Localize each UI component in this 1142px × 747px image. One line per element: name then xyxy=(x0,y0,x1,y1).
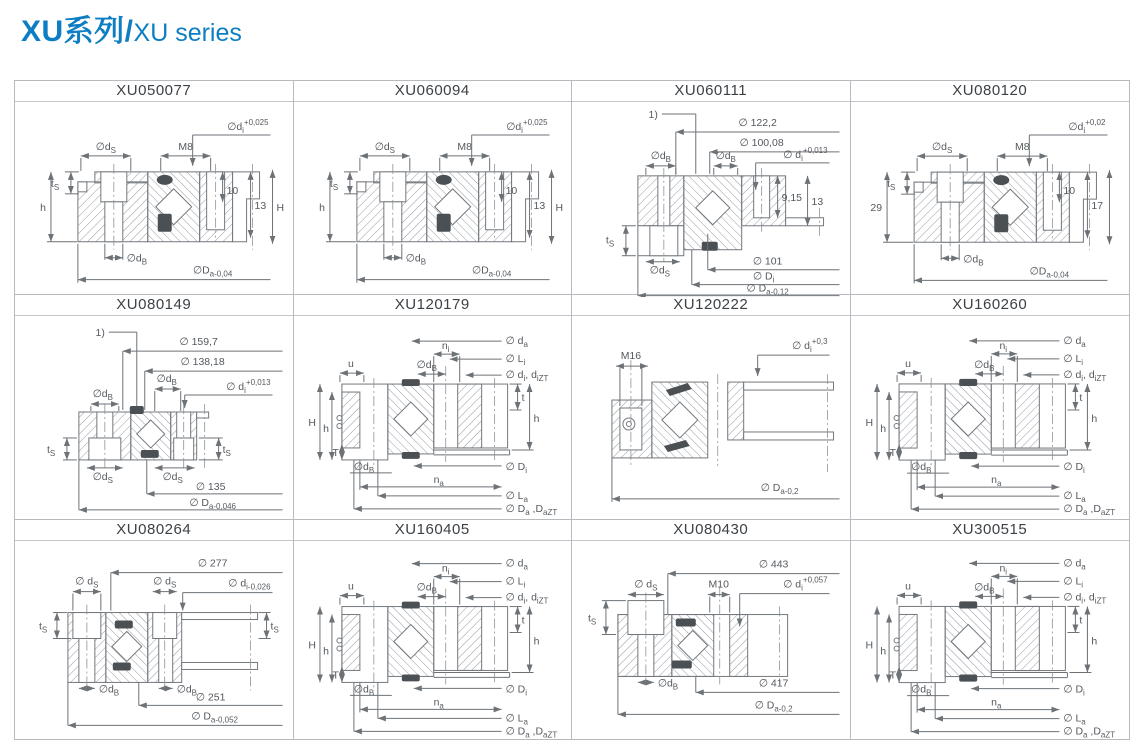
drawing-geometry xyxy=(612,360,834,472)
label-d2: ∅ 138,18 xyxy=(180,357,225,369)
label-dbR: $\emptyset d_B$ xyxy=(156,374,177,388)
bearing-cross-section xyxy=(294,541,572,739)
label-na: $n_a$ xyxy=(433,697,444,711)
label-d3: ∅ 101 xyxy=(752,256,783,268)
model-number: XU050077 xyxy=(15,81,293,102)
label-da: ∅ $D_{a-0,12}$ xyxy=(746,283,789,297)
label-db-bottom: $\emptyset d_B$ xyxy=(353,461,374,475)
label-Di: ∅ $D_i$ xyxy=(752,271,775,285)
label-ts: $t_S$ xyxy=(50,178,60,192)
label-r2: 13 xyxy=(811,196,824,208)
bearing-cross-section xyxy=(15,541,293,739)
label-H: H xyxy=(307,640,316,652)
bearing-cross-section xyxy=(294,316,572,519)
drawing-area xyxy=(572,541,850,739)
label-hL: h xyxy=(879,423,886,436)
label-di: $\emptyset d_i^{+0,025}$ xyxy=(227,117,269,135)
label-hL: h xyxy=(322,646,329,658)
drawing-geometry xyxy=(618,587,788,685)
label-T: T xyxy=(332,447,339,459)
label-db: $\emptyset d_B$ xyxy=(126,253,148,267)
label-u: u xyxy=(904,357,911,370)
label-Di: ∅ $D_i$ xyxy=(505,461,527,475)
label-La: ∅ $L_a$ xyxy=(505,490,528,504)
label-di: ∅ $d_i^{+0,057}$ xyxy=(783,575,828,593)
label-dsR: ∅ $d_S$ xyxy=(153,576,177,590)
label-t: t xyxy=(521,393,525,405)
drawing-area xyxy=(572,316,850,519)
label-d2: ∅ 100,08 xyxy=(739,137,784,149)
drawing-geometry xyxy=(894,588,1067,688)
label-DaZT: ∅ $D_a$ $,D_{aZT}$ xyxy=(1062,725,1115,739)
model-number: XU160405 xyxy=(294,520,572,541)
label-ds: $\emptyset d_S$ xyxy=(95,141,116,155)
label-d2: ∅ 417 xyxy=(758,678,789,690)
label-db: $\emptyset d_B$ xyxy=(405,253,426,267)
label-u: u xyxy=(347,581,354,593)
label-dbR: $\emptyset d_B$ xyxy=(176,684,197,698)
drawing-geometry xyxy=(356,164,538,250)
label-tsL: $t_S$ xyxy=(38,621,48,635)
label-Di: ∅ $D_i$ xyxy=(1062,683,1085,698)
model-cell xyxy=(851,520,1130,739)
series-table xyxy=(14,80,1130,740)
label-r2: 17 xyxy=(1090,200,1103,213)
label-di: ∅ $d_i^{+0,3}$ xyxy=(792,337,828,355)
label-tsR: $t_S$ xyxy=(270,621,279,635)
label-li: ∅ $L_i$ xyxy=(1062,352,1083,367)
model-cell xyxy=(294,81,573,295)
label-di: $\emptyset d_i^{+0,025}$ xyxy=(505,117,548,135)
label-thread: M8 xyxy=(178,141,193,153)
label-ni: $n_i$ xyxy=(441,563,450,577)
drawing-geometry xyxy=(336,589,509,689)
label-thread: M16 xyxy=(620,351,642,363)
label-ni: $n_i$ xyxy=(998,562,1007,577)
bearing-cross-section xyxy=(572,102,850,297)
label-t: t xyxy=(521,615,525,627)
drawing-area xyxy=(15,541,293,739)
label-db-bottom: $\emptyset d_B$ xyxy=(910,683,931,698)
bearing-cross-section xyxy=(15,102,293,297)
label-db-bottom: $\emptyset d_B$ xyxy=(353,684,374,698)
label-dbR: $\emptyset d_B$ xyxy=(715,150,736,164)
label-da: ∅ $D_{a-0,2}$ xyxy=(760,482,799,496)
label-da: $\emptyset D_{a-0,04}$ xyxy=(192,265,233,279)
drawing-area xyxy=(572,102,850,297)
drawing-geometry xyxy=(914,164,1096,250)
label-r1: 9,15 xyxy=(781,192,803,204)
label-H: H xyxy=(307,417,316,429)
label-u: u xyxy=(347,359,354,371)
label-tsR: $t_S$ xyxy=(222,444,231,458)
model-cell xyxy=(572,520,851,739)
label-di: ∅ $d_i$, $d_{iZT}$ xyxy=(505,592,548,606)
label-db: $\emptyset d_B$ xyxy=(657,678,679,692)
drawing-geometry xyxy=(894,366,1067,466)
model-cell xyxy=(15,520,294,739)
label-dsR: $\emptyset d_S$ xyxy=(162,471,183,485)
drawing-area xyxy=(851,316,1130,519)
label-d1: ∅ 122,2 xyxy=(738,117,777,129)
label-T: T xyxy=(889,669,896,682)
label-t: t xyxy=(1078,391,1082,404)
model-number: XU120179 xyxy=(294,295,572,316)
label-da: $\emptyset D_{a-0,04}$ xyxy=(471,265,511,279)
model-cell xyxy=(572,295,851,520)
drawing-geometry xyxy=(638,168,824,262)
bearing-cross-section xyxy=(572,541,850,739)
label-DaZT: ∅ $D_a$ $,D_{aZT}$ xyxy=(505,503,557,517)
label-db-top: $\emptyset d_B$ xyxy=(416,360,437,374)
drawing-geometry xyxy=(336,366,509,466)
label-dsL: ∅ $d_S$ xyxy=(75,576,99,590)
bearing-cross-section xyxy=(851,541,1130,739)
label-di: ∅ $d_i^{+0,013}$ xyxy=(226,378,271,396)
drawing-area xyxy=(294,102,572,297)
label-d1: ∅ 443 xyxy=(758,559,789,571)
label-dbL: $\emptyset d_B$ xyxy=(98,684,120,698)
label-note: 1) xyxy=(648,109,658,121)
label-note: 1) xyxy=(95,328,105,340)
label-thread: M8 xyxy=(1014,141,1030,154)
label-da-top: ∅ $d_a$ xyxy=(1062,557,1086,572)
label-r2: 13 xyxy=(533,200,545,212)
label-ts: $t_S$ xyxy=(329,178,338,192)
label-ni: $n_i$ xyxy=(998,339,1007,354)
label-H: H xyxy=(864,417,873,430)
drawing-area xyxy=(851,102,1130,297)
bearing-cross-section xyxy=(15,316,293,519)
label-di: ∅ $d_i$, $d_{iZT}$ xyxy=(1062,591,1106,606)
model-number: XU300515 xyxy=(851,520,1130,541)
label-di: ∅ $d_{i-0,026}$ xyxy=(228,578,271,592)
label-li: ∅ $L_i$ xyxy=(505,354,525,368)
label-dsL: $\emptyset d_S$ xyxy=(92,471,113,485)
drawing-geometry xyxy=(78,164,260,250)
bearing-cross-section xyxy=(851,102,1130,297)
page-title-en: XU series xyxy=(133,19,242,47)
label-ts: $t_S$ xyxy=(886,178,895,193)
label-T: T xyxy=(332,670,339,682)
label-li: ∅ $L_i$ xyxy=(1062,575,1083,590)
label-di: $\emptyset d_i^{+0,02}$ xyxy=(1067,118,1105,136)
label-na: $n_a$ xyxy=(990,696,1001,711)
model-cell xyxy=(15,81,294,295)
model-cell xyxy=(851,295,1130,520)
label-hR: h xyxy=(1090,635,1097,648)
model-cell xyxy=(294,520,573,739)
bearing-cross-section xyxy=(851,316,1130,519)
label-ts: $t_S$ xyxy=(605,235,615,249)
label-hL: h xyxy=(879,645,886,658)
model-cell xyxy=(294,295,573,520)
label-Di: ∅ $D_i$ xyxy=(1062,461,1085,476)
drawing-area xyxy=(851,541,1130,739)
model-number: XU160260 xyxy=(851,295,1130,316)
label-db: $\emptyset d_B$ xyxy=(962,253,984,268)
label-na: $n_a$ xyxy=(990,474,1001,489)
page-title-zh: XU系列/ xyxy=(21,15,134,48)
label-d1: ∅ 277 xyxy=(197,558,228,570)
model-number: XU080149 xyxy=(15,295,293,316)
label-La: ∅ $L_a$ xyxy=(505,713,528,727)
drawing-area xyxy=(294,316,572,519)
model-number: XU080430 xyxy=(572,520,850,541)
page-title xyxy=(21,6,242,50)
model-cell xyxy=(572,81,851,295)
label-ni: $n_i$ xyxy=(441,341,450,355)
label-da: ∅ $D_{a-0,046}$ xyxy=(189,497,236,511)
label-r3: H xyxy=(555,202,563,214)
label-da-top: ∅ $d_a$ xyxy=(505,336,528,350)
label-DaZT: ∅ $D_a$ $,D_{aZT}$ xyxy=(1062,503,1115,518)
label-DaZT: ∅ $D_a$ $,D_{aZT}$ xyxy=(505,726,557,739)
label-db-top: $\emptyset d_B$ xyxy=(973,358,994,373)
bearing-cross-section xyxy=(294,102,572,297)
label-da: $\emptyset D_{a-0,04}$ xyxy=(1029,265,1069,280)
label-ts: $t_S$ xyxy=(587,613,597,627)
label-ds: $\emptyset d_S$ xyxy=(649,265,670,279)
label-dbL: $\emptyset d_B$ xyxy=(92,389,113,403)
label-d1: ∅ 159,7 xyxy=(179,337,218,349)
label-d2: ∅ 251 xyxy=(195,692,226,704)
label-La: ∅ $L_a$ xyxy=(1062,712,1086,727)
label-na: $n_a$ xyxy=(433,474,444,488)
label-d3: ∅ 135 xyxy=(195,481,226,493)
drawing-area xyxy=(15,102,293,297)
label-da-top: ∅ $d_a$ xyxy=(505,558,528,572)
label-hR: h xyxy=(533,413,539,425)
label-La: ∅ $L_a$ xyxy=(1062,490,1086,505)
bearing-cross-section xyxy=(572,316,850,519)
label-dbL: $\emptyset d_B$ xyxy=(650,150,671,164)
label-r1: 10 xyxy=(505,185,517,197)
drawing-geometry xyxy=(68,605,258,691)
label-r1: 10 xyxy=(226,185,239,197)
label-left-height: 29 xyxy=(869,202,882,215)
model-number: XU060094 xyxy=(294,81,572,102)
drawing-area xyxy=(15,316,293,519)
label-hL: h xyxy=(322,423,329,435)
label-hR: h xyxy=(1090,413,1097,426)
label-ds: ∅ $d_S$ xyxy=(634,579,658,593)
label-r2: 13 xyxy=(254,200,267,212)
label-ds: $\emptyset d_S$ xyxy=(374,141,395,155)
model-number: XU060111 xyxy=(572,81,850,102)
label-da: ∅ $D_{a-0,052}$ xyxy=(191,711,238,725)
label-ds: $\emptyset d_S$ xyxy=(931,141,952,156)
label-li: ∅ $L_i$ xyxy=(505,576,525,590)
label-t: t xyxy=(1078,614,1082,627)
label-di: ∅ $d_i^{+0,013}$ xyxy=(783,145,828,163)
model-number: XU080264 xyxy=(15,520,293,541)
label-di: ∅ $d_i$, $d_{iZT}$ xyxy=(1062,368,1106,383)
label-hR: h xyxy=(533,636,539,648)
label-thread: M10 xyxy=(708,579,729,591)
label-left-height: h xyxy=(318,202,325,214)
drawing-area xyxy=(294,541,572,739)
label-r3: H xyxy=(276,202,285,214)
label-r1: 10 xyxy=(1062,185,1075,198)
label-di: ∅ $d_i$, $d_{iZT}$ xyxy=(505,370,548,384)
label-da-top: ∅ $d_a$ xyxy=(1062,334,1086,349)
model-number: XU120222 xyxy=(572,295,850,316)
label-T: T xyxy=(889,447,896,460)
label-db-top: $\emptyset d_B$ xyxy=(416,582,437,596)
label-db-bottom: $\emptyset d_B$ xyxy=(910,461,931,476)
model-cell xyxy=(15,295,294,520)
label-da: ∅ $D_{a-0,2}$ xyxy=(754,700,793,714)
label-H: H xyxy=(864,639,873,652)
label-left-height: h xyxy=(40,202,46,214)
label-tsL: $t_S$ xyxy=(46,444,56,458)
model-number: XU080120 xyxy=(851,81,1130,102)
label-thread: M8 xyxy=(456,141,472,153)
label-u: u xyxy=(904,580,911,593)
label-Di: ∅ $D_i$ xyxy=(505,684,527,698)
drawing-geometry xyxy=(79,404,209,470)
model-cell xyxy=(851,81,1130,295)
label-db-top: $\emptyset d_B$ xyxy=(973,581,994,596)
